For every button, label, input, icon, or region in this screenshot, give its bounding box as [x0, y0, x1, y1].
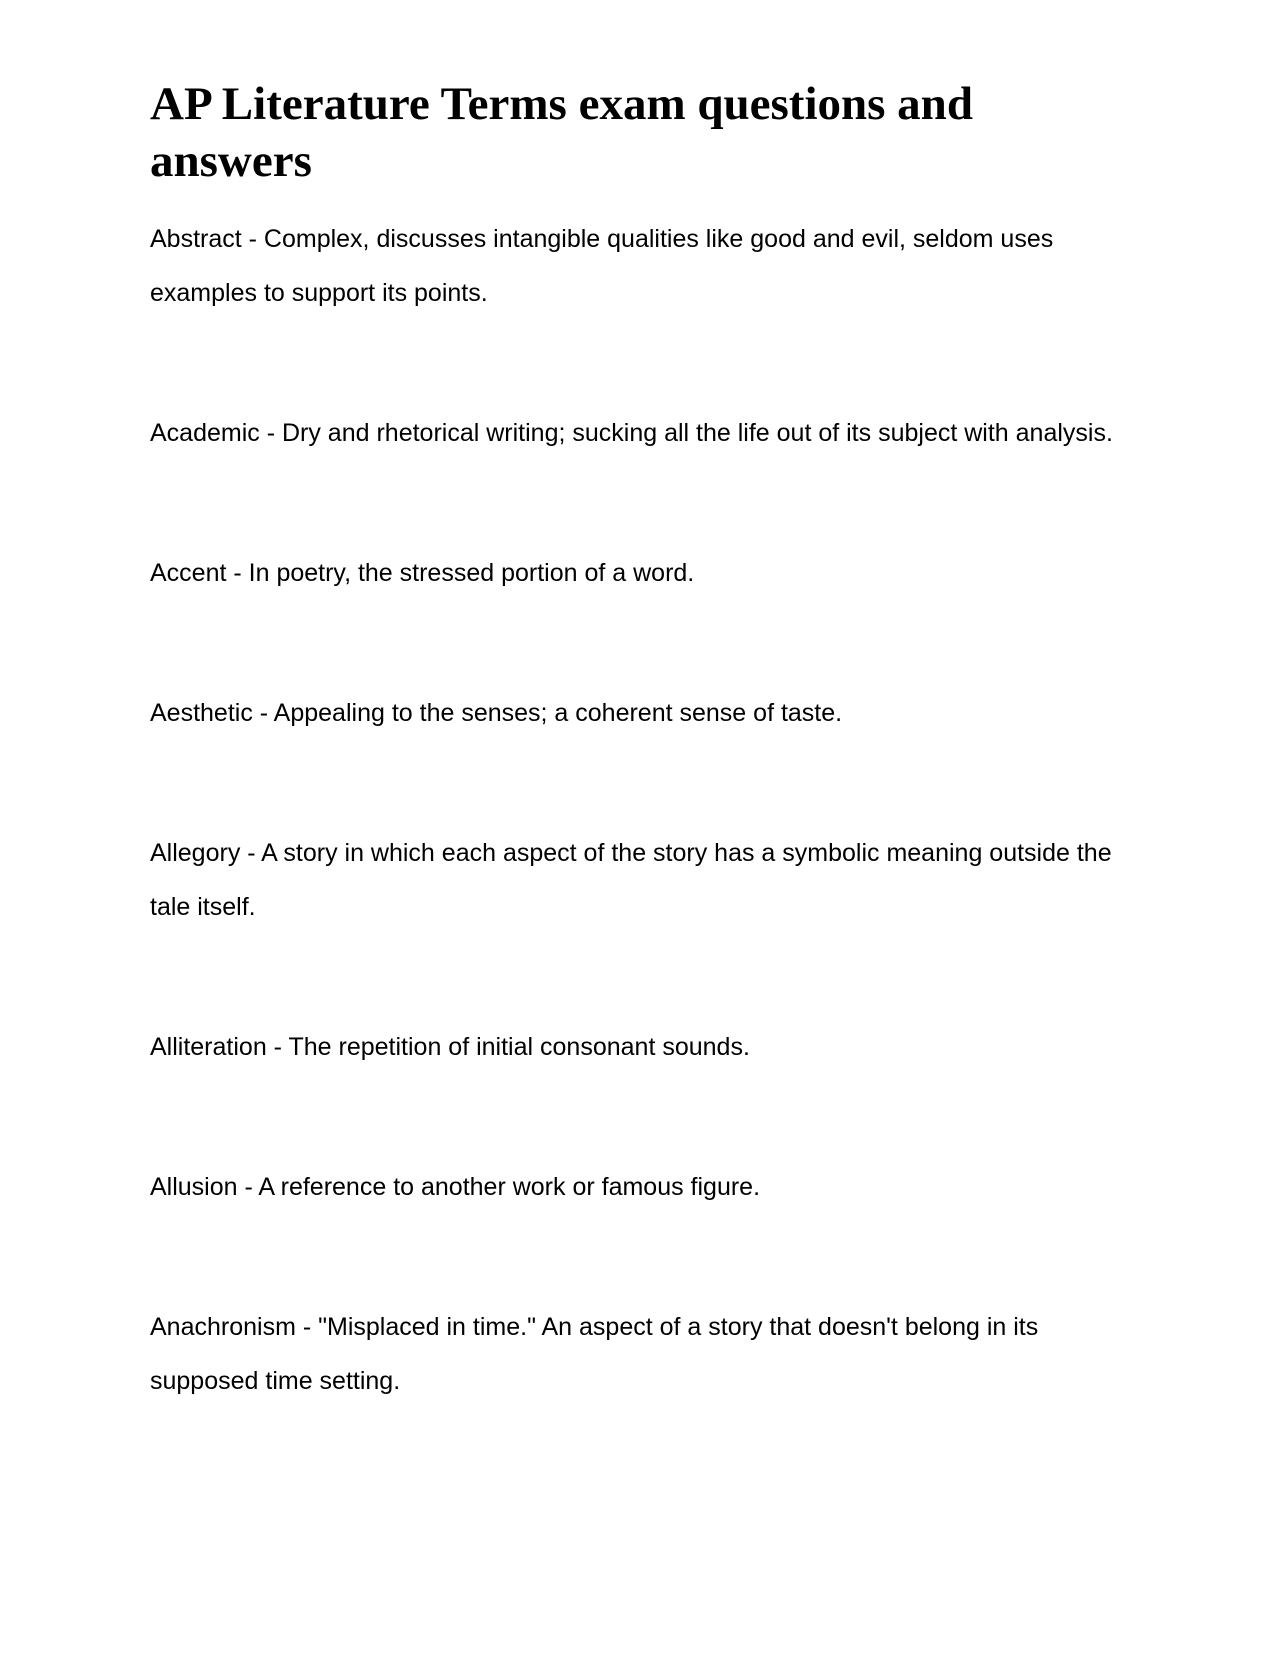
term-entry-abstract: Abstract - Complex, discusses intangible qualities like good and evil, seldom uses examples to support its points.	[150, 225, 1054, 307]
term-entry-alliteration: Alliteration - The repetition of initial consonant sounds.	[150, 1033, 750, 1061]
term-entry-allegory: Allegory - A story in which each aspect of the story has a symbolic meaning outside the tale itself.	[150, 839, 1112, 921]
term-entry-anachronism: Anachronism - "Misplaced in time." An aspect of a story that doesn't belong in its supposed time setting.	[150, 1313, 1039, 1395]
term-entry-allusion: Allusion - A reference to another work or famous figure.	[150, 1173, 761, 1201]
terms-list	[150, 212, 1130, 1408]
term-entry-accent: Accent - In poetry, the stressed portion of a word.	[150, 559, 695, 587]
document-title: AP Literature Terms exam questions and answers	[150, 78, 973, 187]
term-entry-aesthetic: Aesthetic - Appealing to the senses; a coherent sense of taste.	[150, 699, 843, 727]
term-entry-academic: Academic - Dry and rhetorical writing; sucking all the life out of its subject with analysis.	[150, 419, 1113, 447]
